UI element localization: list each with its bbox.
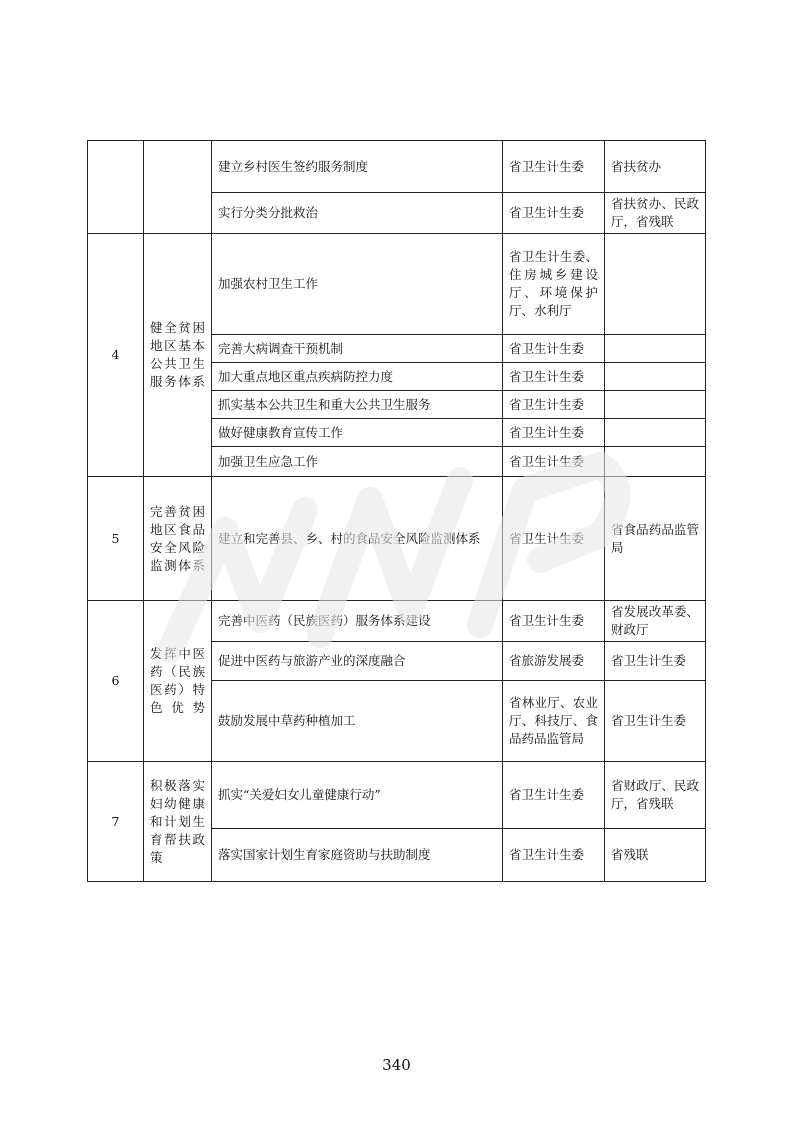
lead-dept-cell: 省旅游发展委 [503, 642, 605, 681]
table-row [88, 477, 706, 601]
category-cell: 完善贫困地区食品安全风险监测体系 [144, 477, 212, 601]
task-cell: 加大重点地区重点疾病防控力度 [212, 363, 503, 391]
coop-dept-cell: 省发展改革委、财政厅 [605, 601, 706, 642]
page-number: 340 [382, 1056, 411, 1074]
coop-dept-cell: 省扶贫办 [605, 141, 706, 193]
coop-dept-cell [605, 363, 706, 391]
coop-dept-cell: 省卫生计生委 [605, 642, 706, 681]
category-cell: 健全贫困地区基本公共卫生服务体系 [144, 234, 212, 477]
lead-dept-cell: 省卫生计生委 [503, 335, 605, 363]
coop-dept-cell: 省食品药品监管局 [605, 477, 706, 601]
task-cell: 抓实“关爱妇女儿童健康行动” [212, 762, 503, 829]
coop-dept-cell [605, 335, 706, 363]
number-cell: 7 [88, 762, 144, 882]
coop-dept-cell: 省残联 [605, 829, 706, 882]
number-cell: 5 [88, 477, 144, 601]
number-cell: 4 [88, 234, 144, 477]
number-cell: 6 [88, 601, 144, 762]
category-cell [144, 141, 212, 234]
policy-table [87, 140, 706, 882]
task-cell: 建立乡村医生签约服务制度 [212, 141, 503, 193]
lead-dept-cell: 省林业厅、农业厅、科技厅、食品药品监管局 [503, 681, 605, 762]
lead-dept-cell: 省卫生计生委 [503, 829, 605, 882]
coop-dept-cell [605, 447, 706, 477]
lead-dept-cell: 省卫生计生委 [503, 477, 605, 601]
coop-dept-cell [605, 391, 706, 419]
task-cell: 抓实基本公共卫生和重大公共卫生服务 [212, 391, 503, 419]
lead-dept-cell: 省卫生计生委 [503, 391, 605, 419]
task-cell: 加强农村卫生工作 [212, 234, 503, 335]
task-cell: 完善中医药（民族医药）服务体系建设 [212, 601, 503, 642]
category-cell: 积极落实妇幼健康和计划生育帮扶政策 [144, 762, 212, 882]
lead-dept-cell: 省卫生计生委 [503, 447, 605, 477]
task-cell: 建立和完善县、乡、村的食品安全风险监测体系 [212, 477, 503, 601]
coop-dept-cell [605, 419, 706, 447]
lead-dept-cell: 省卫生计生委、住房城乡建设厅、环境保护厅、水利厅 [503, 234, 605, 335]
lead-dept-cell: 省卫生计生委 [503, 141, 605, 193]
coop-dept-cell: 省卫生计生委 [605, 681, 706, 762]
table-row [88, 141, 706, 193]
table-row [88, 234, 706, 335]
lead-dept-cell: 省卫生计生委 [503, 193, 605, 234]
task-cell: 完善大病调查干预机制 [212, 335, 503, 363]
category-cell: 发挥中医药（民族医药）特色优势 [144, 601, 212, 762]
table-row [88, 762, 706, 829]
task-cell: 做好健康教育宣传工作 [212, 419, 503, 447]
lead-dept-cell: 省卫生计生委 [503, 363, 605, 391]
task-cell: 鼓励发展中草药种植加工 [212, 681, 503, 762]
table-row [88, 601, 706, 642]
coop-dept-cell: 省财政厅、民政厅，省残联 [605, 762, 706, 829]
lead-dept-cell: 省卫生计生委 [503, 419, 605, 447]
task-cell: 实行分类分批救治 [212, 193, 503, 234]
lead-dept-cell: 省卫生计生委 [503, 762, 605, 829]
coop-dept-cell: 省扶贫办、民政厅，省残联 [605, 193, 706, 234]
lead-dept-cell: 省卫生计生委 [503, 601, 605, 642]
task-cell: 落实国家计划生育家庭资助与扶助制度 [212, 829, 503, 882]
task-cell: 促进中医药与旅游产业的深度融合 [212, 642, 503, 681]
task-cell: 加强卫生应急工作 [212, 447, 503, 477]
number-cell [88, 141, 144, 234]
coop-dept-cell [605, 234, 706, 335]
